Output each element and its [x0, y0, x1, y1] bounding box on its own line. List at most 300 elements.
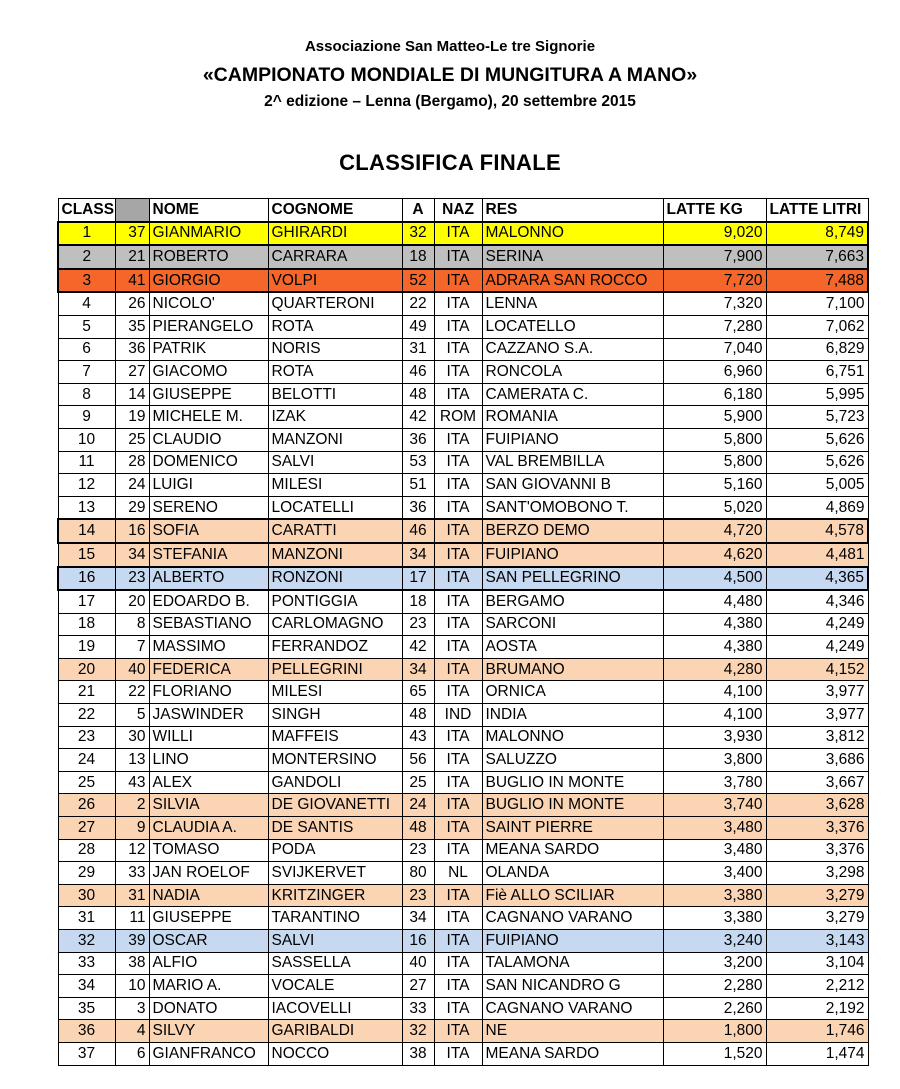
- rank-cell: 2: [58, 245, 115, 269]
- bib-cell: 12: [115, 839, 149, 862]
- header-nationality: NAZ: [434, 199, 482, 222]
- latte-kg-cell: 3,380: [663, 884, 766, 907]
- nationality-cell: ITA: [434, 930, 482, 953]
- age-cell: 18: [402, 590, 434, 613]
- last-name-cell: SINGH: [268, 704, 402, 727]
- first-name-cell: MARIO A.: [149, 975, 268, 998]
- residence-cell: SARCONI: [482, 613, 663, 636]
- rank-cell: 7: [58, 361, 115, 384]
- residence-cell: CAZZANO S.A.: [482, 338, 663, 361]
- age-cell: 34: [402, 907, 434, 930]
- table-row: [58, 704, 868, 727]
- table-row: [58, 952, 868, 975]
- residence-cell: INDIA: [482, 704, 663, 727]
- rank-cell: 1: [58, 222, 115, 246]
- rank-cell: 31: [58, 907, 115, 930]
- nationality-cell: IND: [434, 704, 482, 727]
- rank-cell: 22: [58, 704, 115, 727]
- latte-litri-cell: 4,365: [766, 567, 868, 591]
- first-name-cell: GIACOMO: [149, 361, 268, 384]
- age-cell: 18: [402, 245, 434, 269]
- bib-cell: 26: [115, 292, 149, 315]
- latte-litri-cell: 3,143: [766, 930, 868, 953]
- latte-kg-cell: 7,280: [663, 315, 766, 338]
- residence-cell: BERZO DEMO: [482, 519, 663, 543]
- first-name-cell: ALEX: [149, 771, 268, 794]
- latte-litri-cell: 7,663: [766, 245, 868, 269]
- header-bib: [115, 199, 149, 222]
- table-row: [58, 590, 868, 613]
- last-name-cell: IZAK: [268, 406, 402, 429]
- latte-kg-cell: 9,020: [663, 222, 766, 246]
- latte-litri-cell: 4,249: [766, 636, 868, 659]
- nationality-cell: ITA: [434, 269, 482, 293]
- residence-cell: LENNA: [482, 292, 663, 315]
- bib-cell: 9: [115, 817, 149, 840]
- residence-cell: MEANA SARDO: [482, 1042, 663, 1065]
- last-name-cell: MAFFEIS: [268, 726, 402, 749]
- latte-kg-cell: 3,480: [663, 839, 766, 862]
- table-row: [58, 975, 868, 998]
- bib-cell: 30: [115, 726, 149, 749]
- latte-litri-cell: 5,005: [766, 474, 868, 497]
- age-cell: 34: [402, 543, 434, 567]
- first-name-cell: PIERANGELO: [149, 315, 268, 338]
- residence-cell: ORNICA: [482, 681, 663, 704]
- last-name-cell: CARATTI: [268, 519, 402, 543]
- latte-litri-cell: 4,249: [766, 613, 868, 636]
- first-name-cell: FEDERICA: [149, 658, 268, 681]
- table-row: [58, 245, 868, 269]
- table-row: [58, 726, 868, 749]
- age-cell: 23: [402, 884, 434, 907]
- latte-litri-cell: 1,474: [766, 1042, 868, 1065]
- first-name-cell: EDOARDO B.: [149, 590, 268, 613]
- table-row: [58, 543, 868, 567]
- table-row: [58, 817, 868, 840]
- latte-litri-cell: 5,723: [766, 406, 868, 429]
- nationality-cell: ITA: [434, 658, 482, 681]
- latte-kg-cell: 3,200: [663, 952, 766, 975]
- latte-kg-cell: 5,800: [663, 428, 766, 451]
- first-name-cell: SOFIA: [149, 519, 268, 543]
- last-name-cell: NOCCO: [268, 1042, 402, 1065]
- nationality-cell: ITA: [434, 681, 482, 704]
- header-latte-litri: LATTE LITRI: [766, 199, 868, 222]
- rank-cell: 29: [58, 862, 115, 885]
- header-age: A: [402, 199, 434, 222]
- latte-litri-cell: 3,376: [766, 839, 868, 862]
- nationality-cell: ITA: [434, 428, 482, 451]
- latte-kg-cell: 6,180: [663, 383, 766, 406]
- nationality-cell: ITA: [434, 590, 482, 613]
- rank-cell: 30: [58, 884, 115, 907]
- first-name-cell: TOMASO: [149, 839, 268, 862]
- latte-litri-cell: 4,869: [766, 496, 868, 519]
- age-cell: 56: [402, 749, 434, 772]
- last-name-cell: PONTIGGIA: [268, 590, 402, 613]
- header-cognome: COGNOME: [268, 199, 402, 222]
- rank-cell: 27: [58, 817, 115, 840]
- nationality-cell: NL: [434, 862, 482, 885]
- first-name-cell: MICHELE M.: [149, 406, 268, 429]
- last-name-cell: PODA: [268, 839, 402, 862]
- organization-name: Associazione San Matteo-Le tre Signorie: [304, 38, 596, 55]
- rank-cell: 17: [58, 590, 115, 613]
- residence-cell: FUIPIANO: [482, 543, 663, 567]
- section-title: CLASSIFICA FINALE: [339, 150, 561, 175]
- bib-cell: 10: [115, 975, 149, 998]
- latte-litri-cell: 3,298: [766, 862, 868, 885]
- table-row: [58, 839, 868, 862]
- residence-cell: SERINA: [482, 245, 663, 269]
- bib-cell: 22: [115, 681, 149, 704]
- residence-cell: AOSTA: [482, 636, 663, 659]
- residence-cell: MALONNO: [482, 222, 663, 246]
- nationality-cell: ITA: [434, 361, 482, 384]
- nationality-cell: ITA: [434, 997, 482, 1020]
- last-name-cell: CARLOMAGNO: [268, 613, 402, 636]
- nationality-cell: ITA: [434, 952, 482, 975]
- age-cell: 23: [402, 839, 434, 862]
- latte-kg-cell: 7,320: [663, 292, 766, 315]
- residence-cell: CAGNANO VARANO: [482, 997, 663, 1020]
- rank-cell: 10: [58, 428, 115, 451]
- latte-kg-cell: 4,280: [663, 658, 766, 681]
- first-name-cell: ROBERTO: [149, 245, 268, 269]
- table-row: [58, 771, 868, 794]
- age-cell: 40: [402, 952, 434, 975]
- age-cell: 25: [402, 771, 434, 794]
- first-name-cell: NICOLO': [149, 292, 268, 315]
- last-name-cell: PELLEGRINI: [268, 658, 402, 681]
- first-name-cell: CLAUDIA A.: [149, 817, 268, 840]
- age-cell: 36: [402, 496, 434, 519]
- age-cell: 65: [402, 681, 434, 704]
- nationality-cell: ITA: [434, 222, 482, 246]
- age-cell: 46: [402, 361, 434, 384]
- bib-cell: 41: [115, 269, 149, 293]
- first-name-cell: SEBASTIANO: [149, 613, 268, 636]
- table-row: [58, 794, 868, 817]
- first-name-cell: GIUSEPPE: [149, 383, 268, 406]
- latte-litri-cell: 7,488: [766, 269, 868, 293]
- last-name-cell: MANZONI: [268, 428, 402, 451]
- table-row: [58, 636, 868, 659]
- rank-cell: 4: [58, 292, 115, 315]
- championship-title: «CAMPIONATO MONDIALE DI MUNGITURA A MANO»: [202, 64, 698, 86]
- table-row: [58, 383, 868, 406]
- bib-cell: 35: [115, 315, 149, 338]
- last-name-cell: FERRANDOZ: [268, 636, 402, 659]
- bib-cell: 21: [115, 245, 149, 269]
- bib-cell: 25: [115, 428, 149, 451]
- last-name-cell: GARIBALDI: [268, 1020, 402, 1043]
- latte-litri-cell: 6,829: [766, 338, 868, 361]
- bib-cell: 16: [115, 519, 149, 543]
- bib-cell: 6: [115, 1042, 149, 1065]
- latte-litri-cell: 2,212: [766, 975, 868, 998]
- residence-cell: FUIPIANO: [482, 930, 663, 953]
- age-cell: 38: [402, 1042, 434, 1065]
- nationality-cell: ITA: [434, 839, 482, 862]
- nationality-cell: ITA: [434, 726, 482, 749]
- latte-kg-cell: 4,100: [663, 704, 766, 727]
- edition-subtitle: 2^ edizione – Lenna (Bergamo), 20 settembre 2015: [264, 93, 636, 110]
- latte-litri-cell: 3,104: [766, 952, 868, 975]
- latte-kg-cell: 2,260: [663, 997, 766, 1020]
- nationality-cell: ITA: [434, 567, 482, 591]
- last-name-cell: QUARTERONI: [268, 292, 402, 315]
- bib-cell: 33: [115, 862, 149, 885]
- latte-litri-cell: 1,746: [766, 1020, 868, 1043]
- residence-cell: LOCATELLO: [482, 315, 663, 338]
- residence-cell: NE: [482, 1020, 663, 1043]
- age-cell: 52: [402, 269, 434, 293]
- latte-litri-cell: 2,192: [766, 997, 868, 1020]
- age-cell: 16: [402, 930, 434, 953]
- rank-cell: 13: [58, 496, 115, 519]
- first-name-cell: GIANFRANCO: [149, 1042, 268, 1065]
- bib-cell: 39: [115, 930, 149, 953]
- age-cell: 43: [402, 726, 434, 749]
- rank-cell: 11: [58, 451, 115, 474]
- age-cell: 32: [402, 222, 434, 246]
- nationality-cell: ITA: [434, 519, 482, 543]
- latte-litri-cell: 7,100: [766, 292, 868, 315]
- age-cell: 32: [402, 1020, 434, 1043]
- table-row: [58, 1020, 868, 1043]
- first-name-cell: GIORGIO: [149, 269, 268, 293]
- age-cell: 42: [402, 406, 434, 429]
- last-name-cell: DE SANTIS: [268, 817, 402, 840]
- age-cell: 36: [402, 428, 434, 451]
- nationality-cell: ITA: [434, 338, 482, 361]
- last-name-cell: NORIS: [268, 338, 402, 361]
- nationality-cell: ITA: [434, 636, 482, 659]
- table-row: [58, 1042, 868, 1065]
- age-cell: 42: [402, 636, 434, 659]
- rank-cell: 3: [58, 269, 115, 293]
- residence-cell: FUIPIANO: [482, 428, 663, 451]
- nationality-cell: ITA: [434, 771, 482, 794]
- rank-cell: 35: [58, 997, 115, 1020]
- rank-cell: 34: [58, 975, 115, 998]
- residence-cell: VAL BREMBILLA: [482, 451, 663, 474]
- latte-litri-cell: 3,628: [766, 794, 868, 817]
- latte-litri-cell: 3,279: [766, 907, 868, 930]
- header-row: [58, 199, 868, 222]
- latte-litri-cell: 4,346: [766, 590, 868, 613]
- table-row: [58, 222, 868, 246]
- residence-cell: TALAMONA: [482, 952, 663, 975]
- latte-kg-cell: 6,960: [663, 361, 766, 384]
- residence-cell: BRUMANO: [482, 658, 663, 681]
- table-row: [58, 496, 868, 519]
- table-row: [58, 749, 868, 772]
- last-name-cell: LOCATELLI: [268, 496, 402, 519]
- last-name-cell: RONZONI: [268, 567, 402, 591]
- residence-cell: SAINT PIERRE: [482, 817, 663, 840]
- residence-cell: CAMERATA C.: [482, 383, 663, 406]
- first-name-cell: PATRIK: [149, 338, 268, 361]
- rank-cell: 37: [58, 1042, 115, 1065]
- nationality-cell: ITA: [434, 383, 482, 406]
- bib-cell: 8: [115, 613, 149, 636]
- header-class: CLASS: [58, 199, 115, 222]
- first-name-cell: SILVY: [149, 1020, 268, 1043]
- rank-cell: 24: [58, 749, 115, 772]
- bib-cell: 20: [115, 590, 149, 613]
- bib-cell: 28: [115, 451, 149, 474]
- residence-cell: OLANDA: [482, 862, 663, 885]
- rank-cell: 15: [58, 543, 115, 567]
- first-name-cell: MASSIMO: [149, 636, 268, 659]
- last-name-cell: MANZONI: [268, 543, 402, 567]
- residence-cell: MEANA SARDO: [482, 839, 663, 862]
- last-name-cell: MILESI: [268, 474, 402, 497]
- last-name-cell: TARANTINO: [268, 907, 402, 930]
- nationality-cell: ITA: [434, 1042, 482, 1065]
- nationality-cell: ITA: [434, 292, 482, 315]
- first-name-cell: SERENO: [149, 496, 268, 519]
- table-row: [58, 406, 868, 429]
- bib-cell: 27: [115, 361, 149, 384]
- last-name-cell: KRITZINGER: [268, 884, 402, 907]
- residence-cell: ADRARA SAN ROCCO: [482, 269, 663, 293]
- latte-kg-cell: 4,100: [663, 681, 766, 704]
- bib-cell: 14: [115, 383, 149, 406]
- age-cell: 49: [402, 315, 434, 338]
- nationality-cell: ITA: [434, 496, 482, 519]
- last-name-cell: MONTERSINO: [268, 749, 402, 772]
- latte-litri-cell: 4,578: [766, 519, 868, 543]
- header-nome: NOME: [149, 199, 268, 222]
- rank-cell: 14: [58, 519, 115, 543]
- nationality-cell: ITA: [434, 794, 482, 817]
- latte-kg-cell: 5,020: [663, 496, 766, 519]
- bib-cell: 38: [115, 952, 149, 975]
- latte-litri-cell: 3,977: [766, 704, 868, 727]
- first-name-cell: ALBERTO: [149, 567, 268, 591]
- first-name-cell: LUIGI: [149, 474, 268, 497]
- latte-kg-cell: 4,620: [663, 543, 766, 567]
- table-row: [58, 613, 868, 636]
- table-row: [58, 997, 868, 1020]
- latte-litri-cell: 3,686: [766, 749, 868, 772]
- first-name-cell: STEFANIA: [149, 543, 268, 567]
- nationality-cell: ITA: [434, 975, 482, 998]
- first-name-cell: CLAUDIO: [149, 428, 268, 451]
- latte-litri-cell: 8,749: [766, 222, 868, 246]
- age-cell: 48: [402, 817, 434, 840]
- residence-cell: BUGLIO IN MONTE: [482, 794, 663, 817]
- rank-cell: 20: [58, 658, 115, 681]
- latte-litri-cell: 4,481: [766, 543, 868, 567]
- bib-cell: 37: [115, 222, 149, 246]
- rank-cell: 18: [58, 613, 115, 636]
- table-row: [58, 292, 868, 315]
- residence-cell: BUGLIO IN MONTE: [482, 771, 663, 794]
- residence-cell: SAN NICANDRO G: [482, 975, 663, 998]
- latte-litri-cell: 7,062: [766, 315, 868, 338]
- table-row: [58, 567, 868, 591]
- bib-cell: 3: [115, 997, 149, 1020]
- first-name-cell: OSCAR: [149, 930, 268, 953]
- bib-cell: 34: [115, 543, 149, 567]
- age-cell: 80: [402, 862, 434, 885]
- last-name-cell: SALVI: [268, 451, 402, 474]
- rank-cell: 32: [58, 930, 115, 953]
- latte-litri-cell: 4,152: [766, 658, 868, 681]
- first-name-cell: DOMENICO: [149, 451, 268, 474]
- nationality-cell: ITA: [434, 884, 482, 907]
- latte-litri-cell: 5,626: [766, 428, 868, 451]
- age-cell: 53: [402, 451, 434, 474]
- table-row: [58, 862, 868, 885]
- table-row: [58, 338, 868, 361]
- age-cell: 23: [402, 613, 434, 636]
- table-row: [58, 681, 868, 704]
- bib-cell: 2: [115, 794, 149, 817]
- latte-kg-cell: 4,500: [663, 567, 766, 591]
- last-name-cell: GANDOLI: [268, 771, 402, 794]
- bib-cell: 31: [115, 884, 149, 907]
- header-residence: RES: [482, 199, 663, 222]
- nationality-cell: ITA: [434, 907, 482, 930]
- rank-cell: 26: [58, 794, 115, 817]
- latte-kg-cell: 5,900: [663, 406, 766, 429]
- bib-cell: 24: [115, 474, 149, 497]
- first-name-cell: FLORIANO: [149, 681, 268, 704]
- latte-kg-cell: 3,780: [663, 771, 766, 794]
- last-name-cell: VOCALE: [268, 975, 402, 998]
- age-cell: 17: [402, 567, 434, 591]
- bib-cell: 43: [115, 771, 149, 794]
- last-name-cell: SASSELLA: [268, 952, 402, 975]
- residence-cell: SAN GIOVANNI B: [482, 474, 663, 497]
- residence-cell: RONCOLA: [482, 361, 663, 384]
- rank-cell: 6: [58, 338, 115, 361]
- rank-cell: 25: [58, 771, 115, 794]
- table-row: [58, 884, 868, 907]
- first-name-cell: SILVIA: [149, 794, 268, 817]
- bib-cell: 11: [115, 907, 149, 930]
- first-name-cell: ALFIO: [149, 952, 268, 975]
- residence-cell: MALONNO: [482, 726, 663, 749]
- last-name-cell: IACOVELLI: [268, 997, 402, 1020]
- last-name-cell: SVIJKERVET: [268, 862, 402, 885]
- table-row: [58, 315, 868, 338]
- latte-kg-cell: 1,800: [663, 1020, 766, 1043]
- latte-kg-cell: 3,740: [663, 794, 766, 817]
- latte-kg-cell: 3,930: [663, 726, 766, 749]
- first-name-cell: JASWINDER: [149, 704, 268, 727]
- bib-cell: 19: [115, 406, 149, 429]
- latte-litri-cell: 3,279: [766, 884, 868, 907]
- nationality-cell: ITA: [434, 474, 482, 497]
- latte-kg-cell: 3,240: [663, 930, 766, 953]
- table-row: [58, 519, 868, 543]
- age-cell: 51: [402, 474, 434, 497]
- age-cell: 48: [402, 704, 434, 727]
- latte-kg-cell: 3,480: [663, 817, 766, 840]
- latte-kg-cell: 4,380: [663, 613, 766, 636]
- header-latte-kg: LATTE KG: [663, 199, 766, 222]
- latte-kg-cell: 5,800: [663, 451, 766, 474]
- latte-kg-cell: 3,800: [663, 749, 766, 772]
- latte-litri-cell: 3,977: [766, 681, 868, 704]
